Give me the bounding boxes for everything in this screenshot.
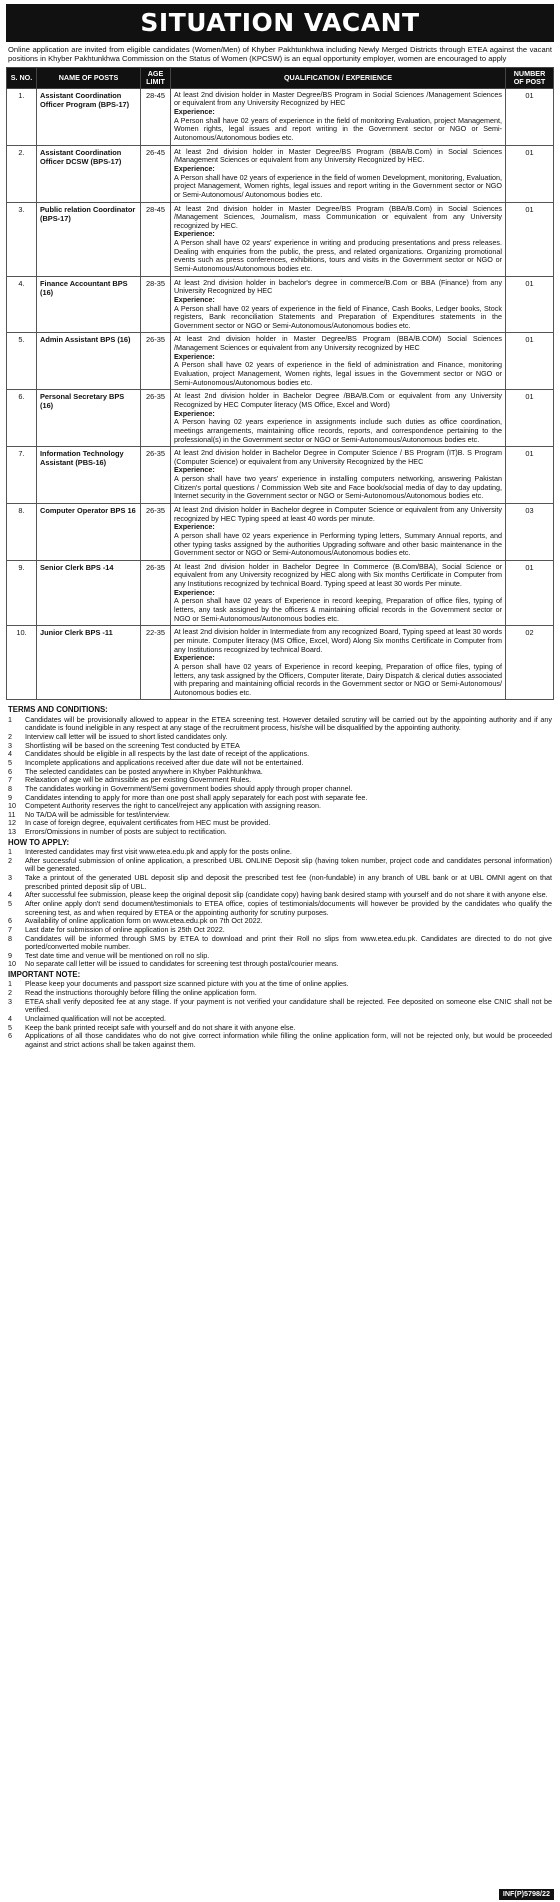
list-number: 6 (8, 916, 12, 926)
qualification-text: At least 2nd division holder in Master Degree/BS Program (BBA/B.COM) Social Sciences /Management Sciences or equivalent from any University recognized by HEC (174, 334, 502, 353)
list-text: Candidates will be informed through SMS by ETEA to download and print their Roll no slips from www.etea.edu.pk. Candidates are directed to do not give ported/converted mobile number. (25, 933, 552, 952)
post-qualification (171, 504, 506, 561)
list-text: After successful submission of online application, a prescribed UBL ONLINE Deposit slip (having token number, project code and candidates personal information) will be generated. (25, 855, 552, 874)
post-age-limit: 26-35 (141, 333, 171, 390)
list-number: 13 (8, 827, 16, 837)
experience-label: Experience: (174, 163, 215, 173)
post-qualification (171, 145, 506, 202)
post-sno: 1. (7, 88, 37, 145)
post-age-limit: 28-45 (141, 88, 171, 145)
list-number: 2 (8, 855, 12, 865)
post-name: Admin Assistant BPS (16) (37, 333, 141, 390)
post-age-limit: 26-35 (141, 560, 171, 625)
post-age-limit: 26-35 (141, 447, 171, 504)
list-number: 8 (8, 783, 12, 793)
qualification-text: At least 2nd division holder in bachelor's degree in commerce/B.Com or BBA (Finance) from any University Recognized by HEC (174, 277, 502, 296)
list-text: Please keep your documents and passport size scanned picture with you at the time of online applies. (25, 979, 349, 989)
header-age: AGE LIMIT (141, 67, 171, 88)
post-count: 02 (506, 626, 554, 700)
post-name: Personal Secretary BPS (16) (37, 390, 141, 447)
experience-label: Experience: (174, 522, 215, 532)
list-text: Candidates should be eligible in all respects by the last date of receipt of the applications. (25, 749, 310, 759)
how-to-apply-item (8, 935, 552, 952)
qualification-text: At least 2nd division holder in Master Degree/BS Program (BBA/B.Com) in Social Sciences /Management Sciences, Journalism, mass Communication or equivalent from any University recognized by HEC. (174, 203, 502, 230)
post-qualification (171, 333, 506, 390)
list-text: Competent Authority reserves the right to cancel/reject any application with assigning reason. (25, 801, 322, 811)
header-sno: S. NO. (7, 67, 37, 88)
list-number: 2 (8, 988, 12, 998)
post-sno: 8. (7, 504, 37, 561)
table-row (7, 390, 554, 447)
how-to-apply-item (8, 960, 552, 969)
post-age-limit: 26-35 (141, 504, 171, 561)
list-text: Read the instructions thoroughly before filling the online application form. (25, 988, 257, 998)
list-number: 6 (8, 1031, 12, 1041)
experience-label: Experience: (174, 229, 215, 239)
list-text: Last date for submission of online application is 25th Oct 2022. (25, 924, 225, 934)
qualification-text: At least 2nd division holder in Master Degree/BS Program (BBA/B.Com) in Social Sciences /Management Sciences or equivalent from any University Recognized by HEC. (174, 146, 502, 165)
list-number: 4 (8, 1013, 12, 1023)
post-age-limit: 22-35 (141, 626, 171, 700)
qualification-text: At least 2nd division holder in Intermediate from any recognized Board, Typing speed at least 30 words per minute. Computer literacy (MS Office, Excel, Word) Along Six months Certificate in Computer from any Institutions recognized by technical Board. (174, 627, 502, 654)
list-text: In case of foreign degree, equivalent certificates from HEC must be provided. (25, 818, 271, 828)
page-title: SITUATION VACANT (140, 7, 420, 37)
posts-body (7, 88, 554, 700)
post-sno: 6. (7, 390, 37, 447)
post-name: Senior Clerk BPS -14 (37, 560, 141, 625)
list-number: 7 (8, 775, 12, 785)
list-text: Candidates will be provisionally allowed to appear in the ETEA screening test. However detailed scrutiny will be carried out by the appointing authority and if any candidate is found ineligible in any respect at any stage of the recruitment process, his/she will be disqualified by the appointing authority. (25, 714, 552, 733)
how-to-apply-list (8, 848, 552, 969)
experience-text: A person shall have two years' experience in installing computers networking, answering Pakistan Citizen's portal questions / Commission Web site and Face book/social media of day to day updating, Internet security in the Government sector or NGO or Semi-Autonomous/Autonomous bodies etc. (174, 474, 502, 501)
qualification-text: At least 2nd division holder in Bachelor degree in Computer Science or equivalent from any University recognized by HEC Typing speed at least 40 words per minute. (174, 505, 502, 523)
table-row (7, 504, 554, 561)
list-text: After successful fee submission, please keep the original deposit slip (candidate copy) having bank desired stamp with yourself and do not share it with anyone else. (25, 890, 548, 900)
list-text: The candidates working in Government/Semi government bodies should apply through proper channel. (25, 783, 353, 793)
list-text: Interview call letter will be issued to short listed candidates only. (25, 732, 228, 742)
post-count: 01 (506, 202, 554, 276)
how-to-apply-item (8, 857, 552, 874)
post-name: Assistant Coordination Officer Program (BPS-17) (37, 88, 141, 145)
list-text: Interested candidates may first visit www.etea.edu.pk and apply for the posts online. (25, 847, 292, 857)
important-note-item (8, 998, 552, 1015)
list-number: 10 (8, 959, 16, 969)
list-text: Applications of all those candidates who do not give correct information while filling the online application form, will not be rejected only, but would be proceeded against and strict actions shall be taken against them. (25, 1031, 552, 1049)
title-bar (6, 4, 554, 42)
list-text: Candidates intending to apply for more than one post shall apply separately for each post with separate fee. (25, 792, 368, 802)
post-qualification (171, 202, 506, 276)
post-sno: 2. (7, 145, 37, 202)
list-text: After online apply don't send document/testimonials to ETEA office, copies of testimonials/documents will however be provided by the candidates who qualify the screening test, as and when required by ETEA or the appointing authority for scrutiny purposes. (25, 898, 552, 917)
experience-text: A Person having 02 years experience in assignments include such duties as office coordination, meetings arrangements, maintaining office records, reports, and correspondence pertaining to the professional(s) in the Government sector or NGO or Semi-Autonomous/Autonomous bodies etc. (174, 417, 502, 444)
post-name: Information Technology Assistant (PBS-16) (37, 447, 141, 504)
list-number: 2 (8, 732, 12, 742)
qualification-text: At least 2nd division holder in Bachelor Degree in Computer Science / BS Program (IT)B. S Program (Computer Science) or equivalent from any University Recognized by the HEC (174, 448, 502, 466)
table-row (7, 88, 554, 145)
post-sno: 9. (7, 560, 37, 625)
post-qualification (171, 626, 506, 700)
qualification-text: At least 2nd division holder in Bachelor Degree In Commerce (B.Com/BBA), Social Science or equivalent from any University recognized by HEC along with Six months Certificate in Computer from any Institutions recognized by technical Board. Typing speed at least 30 words Per minute. (174, 561, 502, 589)
list-text: Availability of online application form on www.etea.edu.pk on 7th Oct 2022. (25, 916, 263, 926)
how-to-apply-heading: HOW TO APPLY: (8, 837, 70, 847)
post-count: 01 (506, 333, 554, 390)
experience-label: Experience: (174, 465, 215, 475)
list-number: 5 (8, 1022, 12, 1032)
post-qualification (171, 447, 506, 504)
list-text: Unclaimed qualification will not be accepted. (25, 1013, 167, 1023)
list-number: 4 (8, 890, 12, 900)
list-number: 5 (8, 898, 12, 908)
experience-text: A person shall have 02 years experience in Performing typing letters, Summary Annual reports, and other typing tasks assigned by the authorities Upgrading software and other basic maintenance in the Government sector or NGO or Semi-Autonomous/Autonomous bodies etc. (174, 530, 502, 558)
header-post: NAME OF POSTS (37, 67, 141, 88)
post-qualification (171, 560, 506, 625)
list-text: Shortlisting will be based on the screening Test conducted by ETEA (25, 740, 240, 750)
list-number: 3 (8, 996, 12, 1006)
experience-text: A Person shall have 02 years of experience in the field of Finance, Cash Books, Ledger books, Stock registers, Bank reconciliation Statements and Preparation of Expenditures statements in the Government sector or NGO or Semi-Autonomous/Autonomous bodies etc. (174, 303, 502, 330)
experience-label: Experience: (174, 408, 215, 418)
experience-label: Experience: (174, 107, 215, 117)
important-note-list (8, 980, 552, 1049)
list-text: Take a printout of the generated UBL deposit slip and deposit the prescribed test fee (non-fundable) in any branch of UBL bank or at UBL OMNI agent on that prescribed printed deposit slip of UBL. (25, 873, 552, 891)
post-sno: 4. (7, 276, 37, 333)
list-number: 10 (8, 801, 16, 811)
table-row (7, 145, 554, 202)
post-count: 01 (506, 560, 554, 625)
post-count: 01 (506, 390, 554, 447)
post-count: 01 (506, 447, 554, 504)
post-name: Computer Operator BPS 16 (37, 504, 141, 561)
list-number: 11 (8, 809, 16, 819)
table-row (7, 202, 554, 276)
important-note-item (8, 1032, 552, 1049)
qualification-text: At least 2nd division holder in Master Degree/BS Program in Social Sciences /Management Sciences or equivalent from any University Recognized by HEC (174, 89, 502, 108)
list-text: Test date time and venue will be mentioned on roll no slip. (25, 950, 210, 960)
experience-label: Experience: (174, 351, 215, 361)
post-age-limit: 28-35 (141, 276, 171, 333)
list-number: 1 (8, 847, 12, 857)
list-number: 1 (8, 979, 12, 989)
experience-text: A Person shall have 02 years' experience in writing and producing presentations and press releases. Dealing with enquiries from the public, the press, and related organizations. Organizing promotional events such as press conferences, exhibitions, tours and visits in the Government sector or NGO or Semi-Autonomous/Autonomous bodies etc. (174, 238, 502, 273)
qualification-text: At least 2nd division holder in Bachelor Degree /BBA/B.Com or equivalent from any University Recognized by HEC Computer literacy (MS Office, Excel and Word) (174, 391, 502, 409)
post-name: Public relation Coordinator (BPS-17) (37, 202, 141, 276)
table-row (7, 560, 554, 625)
how-to-apply-item (8, 900, 552, 917)
post-name: Assistant Coordination Officer DCSW (BPS-17) (37, 145, 141, 202)
table-header-row (7, 67, 554, 88)
post-sno: 3. (7, 202, 37, 276)
terms-item (8, 716, 552, 733)
list-number: 9 (8, 950, 12, 960)
post-qualification (171, 88, 506, 145)
list-text: The selected candidates can be posted anywhere in Khyber Pakhtunkhwa. (25, 766, 263, 776)
post-count: 03 (506, 504, 554, 561)
important-note-heading: IMPORTANT NOTE: (8, 970, 81, 980)
list-text: ETEA shall verify deposited fee at any stage. If your payment is not verified your candidature shall be rejected. Fee deposited on someone else CNIC shall not be verified. (25, 996, 552, 1015)
list-text: Keep the bank printed receipt safe with yourself and do not share it with anyone else. (25, 1022, 296, 1032)
list-number: 3 (8, 873, 12, 883)
experience-label: Experience: (174, 294, 215, 304)
how-to-apply-item (8, 874, 552, 891)
experience-text: A Person shall have 02 years of experience in the field of administration and Finance, monitoring Evaluation, project Management, Women rights, legal issues in the Government sector or NGO or Semi-Autonomous/Autonomous bodies etc. (174, 360, 502, 387)
table-row (7, 626, 554, 700)
experience-text: A person shall have 02 years of Experience in record keeping, Preparation of office files, typing of letters, any task assigned by the officers & maintaining official records in the Government sector or NGO or Semi-Autonomous/Autonomous bodies etc. (174, 596, 502, 623)
list-number: 3 (8, 740, 12, 750)
post-age-limit: 26-45 (141, 145, 171, 202)
list-text: Incomplete applications and applications received after due date will not be entertained. (25, 758, 304, 767)
footer-code: INF(P)5798/22 (499, 1889, 554, 1900)
post-name: Finance Accountant BPS (16) (37, 276, 141, 333)
post-count: 01 (506, 145, 554, 202)
posts-table (6, 67, 554, 700)
experience-text: A Person shall have 02 years of experience in the field of monitoring Evaluation, project Management, Women rights, legal issues and report writing in the Government sector or NGO or Semi-Autonomous/Autonomous bodies etc. (174, 115, 502, 143)
post-count: 01 (506, 276, 554, 333)
terms-item (8, 828, 552, 837)
list-number: 7 (8, 924, 12, 934)
experience-text: A Person shall have 02 years of experience in the field of women Development, monitoring, Evaluation, project Management, Women rights, legal issues and report writing in the Government sector or NGO or Semi-Autonomous/ Autonomous bodies etc. (174, 172, 502, 199)
experience-text: A person shall have 02 years of Experience in record keeping, Preparation of office files, typing of letters, any task assigned by the Officers, Computer literate, Dairy Dispatch & clerical duties associated with preparing and maintaining official records in the Government sector or NGO or Semi-Autonomous/ Autonomous bodies etc. (174, 661, 502, 697)
list-number: 8 (8, 933, 12, 943)
post-sno: 5. (7, 333, 37, 390)
post-qualification (171, 276, 506, 333)
table-row (7, 276, 554, 333)
table-row (7, 333, 554, 390)
experience-label: Experience: (174, 653, 215, 663)
list-text: No TA/DA will be admissible for test/interview. (25, 809, 171, 819)
terms-heading: TERMS AND CONDITIONS: (8, 705, 108, 715)
header-number: NUMBER OF POST (506, 67, 554, 88)
post-sno: 10. (7, 626, 37, 700)
list-number: 12 (8, 818, 16, 828)
list-number: 1 (8, 714, 12, 724)
post-name: Junior Clerk BPS -11 (37, 626, 141, 700)
experience-label: Experience: (174, 587, 215, 597)
terms-list (8, 716, 552, 837)
post-count: 01 (506, 88, 554, 145)
list-number: 5 (8, 758, 12, 767)
list-text: Relaxation of age will be admissible as per existing Government Rules. (25, 775, 252, 785)
list-number: 6 (8, 766, 12, 776)
list-text: No separate call letter will be issued to candidates for screening test through postal/courier means. (25, 959, 339, 969)
list-number: 9 (8, 792, 12, 802)
post-age-limit: 28-45 (141, 202, 171, 276)
header-qualification: QUALIFICATION / EXPERIENCE (171, 67, 506, 88)
list-text: Errors/Omissions in number of posts are subject to rectification. (25, 827, 227, 837)
list-number: 4 (8, 749, 12, 759)
post-qualification (171, 390, 506, 447)
terms-section (6, 700, 554, 1049)
intro-paragraph: Online application are invited from eligible candidates (Women/Men) of Khyber Pakhtunkhwa including Newly Merged Districts through ETEA against the vacant positions in Khyber Pakhtunkhwa Commission on the Status of Women (KPCSW) is an equal opportunity employer, women are encouraged to apply (8, 45, 552, 64)
post-sno: 7. (7, 447, 37, 504)
post-age-limit: 26-35 (141, 390, 171, 447)
table-row (7, 447, 554, 504)
